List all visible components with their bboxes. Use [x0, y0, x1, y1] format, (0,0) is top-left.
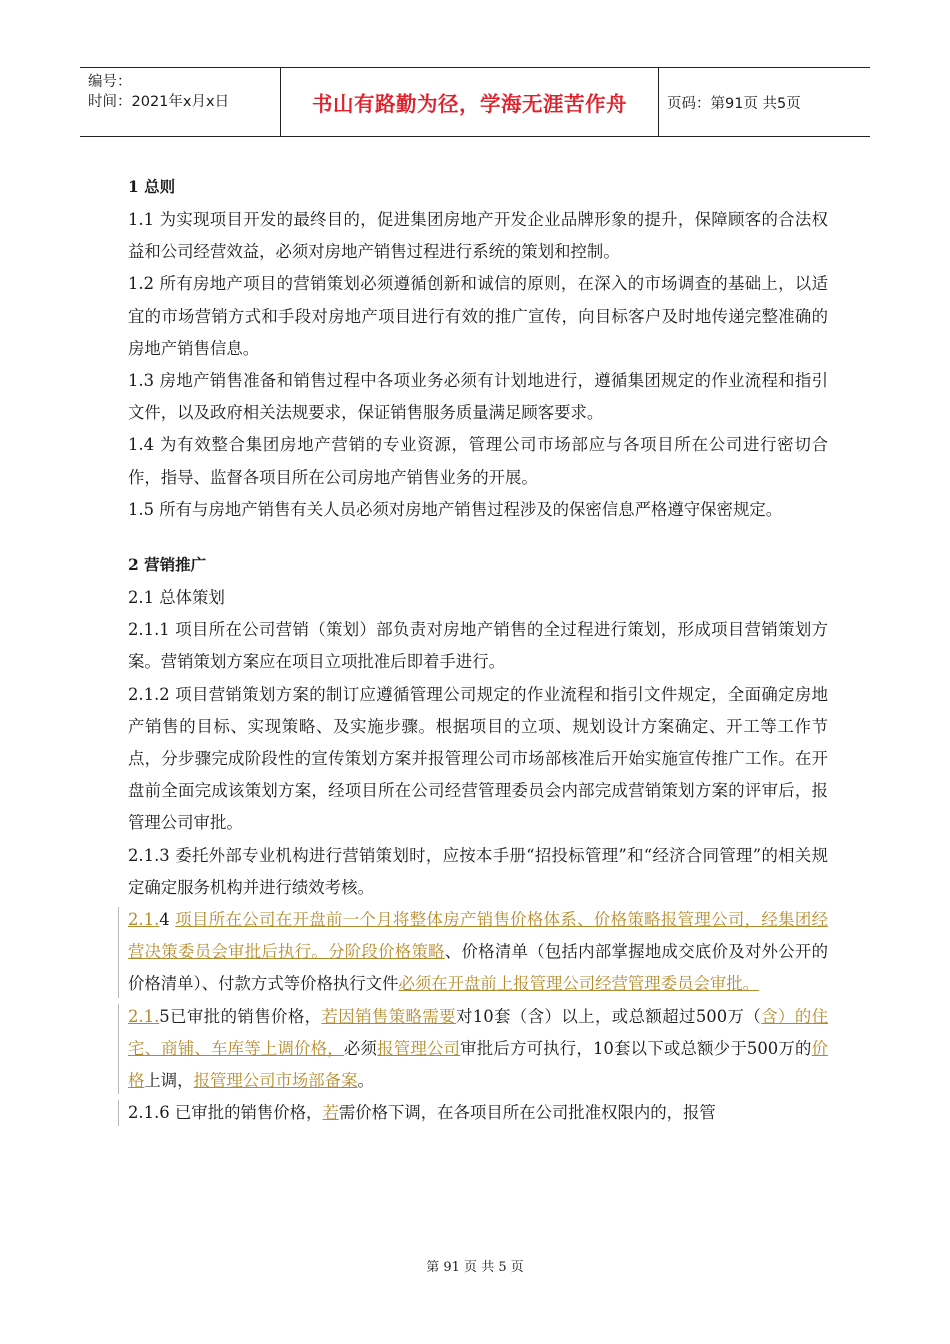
text-run: 必须 [343, 1038, 378, 1058]
page-footer: 第 91 页 共 5 页 [426, 1260, 524, 1275]
section-title: 2 营销推广 [128, 555, 207, 575]
text-run: 、价格清单（包括内部掌握地成交底价及对外公开的价格清单）、付款方式等价格执行文件 [128, 942, 829, 994]
tracked-change: 若 [322, 1103, 339, 1123]
tracked-change: 含）的住宅、商铺、车库等上 [128, 1006, 829, 1058]
text-run: 2.1.6 已审批的销售价格， [128, 1103, 323, 1123]
tracked-change: 价格 [128, 1038, 829, 1091]
paragraph: 1.3 房地产销售准备和销售过程中各项业务必须有计划地进行，遵循集团规定的作业流程和指引文件，以及政府相关法规要求，保证销售服务质量满足顾客要求。 [128, 371, 828, 423]
revised-paragraph [128, 1097, 828, 1129]
tracked-change: 项目所在公司在开盘前一个月将整体房产销售价格体系、价格策略报管理公司，经集团经营决策委员会审批后执行。分阶段价格策略 [128, 910, 829, 962]
tracked-change: 报管理公司市场部备案 [193, 1071, 358, 1091]
header-page-info: 页码：第91页 共5页 [667, 95, 801, 112]
section-title: 1 总则 [128, 177, 176, 196]
text-run: 需价格下调，在各项目所在公司批准权限内的，报管 [338, 1103, 716, 1123]
text-run: 上调， [144, 1071, 194, 1091]
text-run: 。 [357, 1071, 374, 1091]
tracked-change: 若因销售策略需要 [321, 1006, 456, 1026]
header-meta [80, 68, 281, 136]
tracked-change: 2.1. [128, 910, 160, 930]
document-body [128, 170, 828, 1129]
paragraph: 1.2 所有房地产项目的营销策划必须遵循创新和诚信的原则，在深入的市场调查的基础上，以适宜的市场营销方式和手段对房地产项目进行有效的推广宣传，向目标客户及时地传递完整准确的房地产销售信息。 [128, 274, 828, 358]
paragraph: 1.5 所有与房地产销售有关人员必须对房地产销售过程涉及的保密信息严格遵守保密规定。 [128, 499, 783, 519]
text-run: 审批后方可执行，10套以下或总额少于500万的 [460, 1038, 812, 1058]
tracked-change: 必须在开盘前上报管理公司经营管理委员会审批。 [398, 974, 760, 994]
paragraph: 2.1 总体策划 [128, 588, 225, 608]
tracked-change: 报管理公司 [377, 1038, 461, 1058]
text-run: 5已审批的销售价格， [159, 1006, 322, 1026]
text-run: 4 [159, 910, 176, 930]
paragraph: 1.4 为有效整合集团房地产营销的专业资源，管理公司市场部应与各项目所在公司进行密切合作，指导、监督各项目所在公司房地产销售业务的开展。 [128, 435, 828, 487]
paragraph: 2.1.3 委托外部专业机构进行营销策划时，应按本手册“招投标管理”和“经济合同管理”的相关规定确定服务机构并进行绩效考核。 [128, 845, 828, 897]
page-header [80, 67, 870, 137]
revised-paragraph [128, 904, 828, 1001]
header-motto: 书山有路勤为径，学海无涯苦作舟 [281, 68, 659, 136]
text-run: 对10套（含）以上，或总额超过500万（ [455, 1006, 762, 1026]
date-label: 时间：2021年x月x日 [88, 94, 230, 110]
tracked-change: 调价格， [277, 1038, 344, 1058]
number-label: 编号： [88, 74, 132, 90]
paragraph: 2.1.2 项目营销策划方案的制订应遵循管理公司规定的作业流程和指引文件规定，全面确定房地产销售的目标、实现策略、及实施步骤。根据项目的立项、规划设计方案确定、开工等工作节点，分步骤完成阶段性的宣传策划方案并报管理公司市场部核准后开始实施宣传推广工作。在开盘前全面完成该策划方案，经项目所在公司经营管理委员会内部完成营销策划方案的评审后，报管理公司审批。 [128, 684, 828, 833]
tracked-change: 2.1. [128, 1006, 160, 1026]
revised-paragraph [128, 1001, 828, 1098]
paragraph: 2.1.1 项目所在公司营销（策划）部负责对房地产销售的全过程进行策划，形成项目营销策划方案。营销策划方案应在项目立项批准后即着手进行。 [128, 620, 828, 672]
paragraph: 1.1 为实现项目开发的最终目的，促进集团房地产开发企业品牌形象的提升，保障顾客的合法权益和公司经营效益，必须对房地产销售过程进行系统的策划和控制。 [128, 210, 828, 262]
